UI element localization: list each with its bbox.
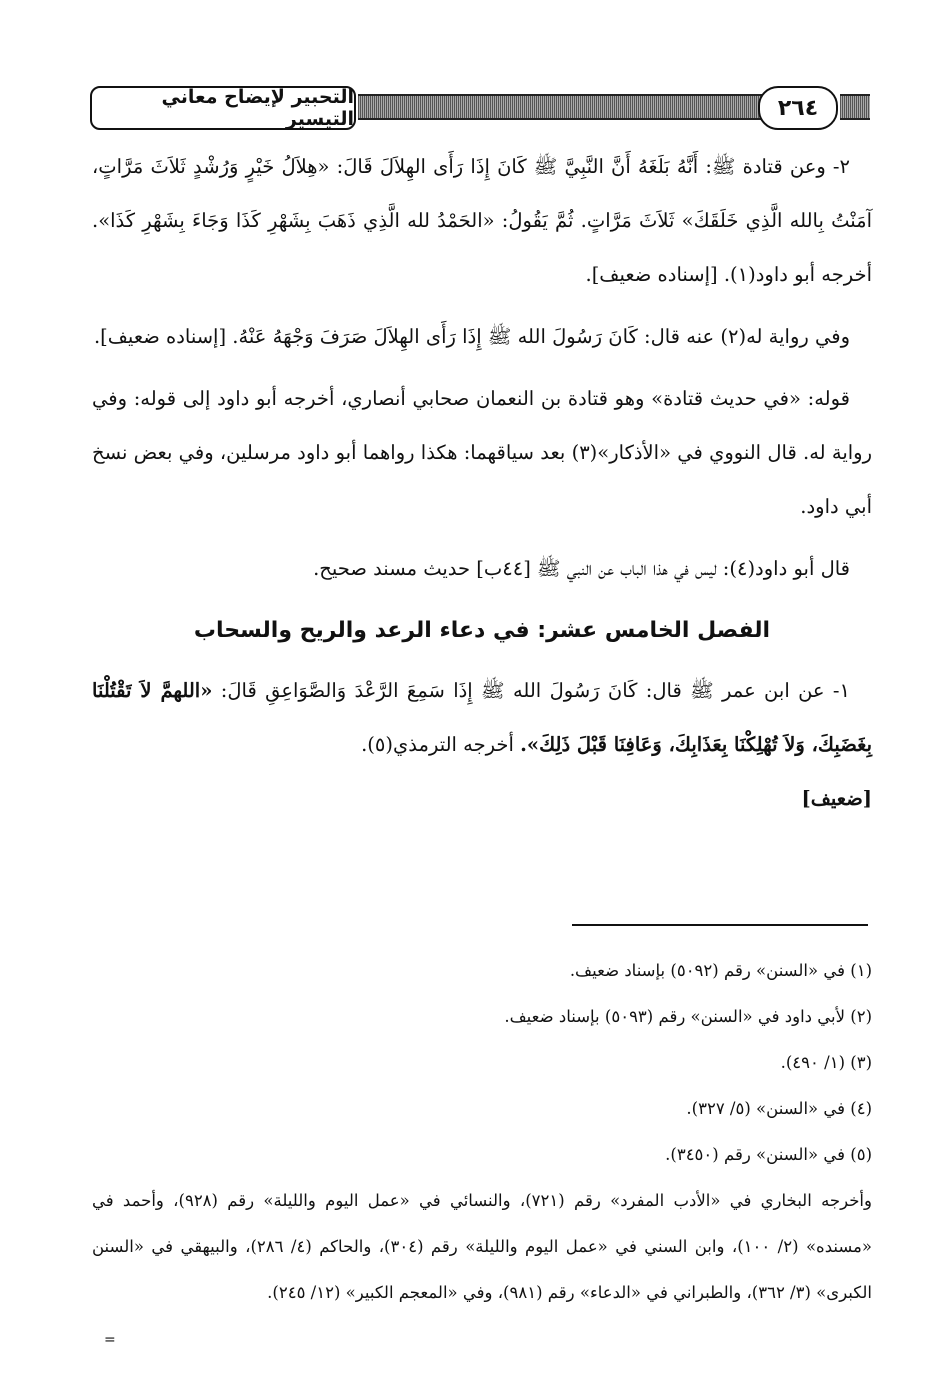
hadith-1-intro: ١- عن ابن عمر ﷺ قال: كَانَ رَسُولَ الله ﷺ إِذَا سَمِعَ الرَّعْدَ وَالصَّوَاعِقِ قَالَ:: [220, 679, 850, 702]
page-mark: =: [104, 1332, 116, 1348]
page-number: ٢٦٤: [758, 86, 838, 130]
abu-dawud-note: قال أبو داود(٤): ليس في هذا الباب عن النبي ﷺ [٤٤ب] حديث مسند صحيح.: [313, 557, 850, 580]
header-ornament-bar: [358, 94, 762, 120]
hadith-1-source: أخرجه الترمذي(٥).: [361, 733, 514, 756]
book-title: التحبير لإيضاح معاني التيسير: [90, 86, 356, 130]
commentary: قوله: «في حديث قتادة» وهو قتادة بن النعمان صحابي أنصاري، أخرجه أبو داود إلى قوله: وفي رواية له. قال النووي في «الأذكار»(٣) بعد سياقهما: هكذا رواهما أبو داود مرسلين، وفي بعض نسخ أبي داود.: [92, 387, 872, 518]
footnote-1: (١) في «السنن» رقم (٥٠٩٢) بإسناد ضعيف.: [569, 961, 872, 980]
footnote-3: (٣) (١/ ٤٩٠).: [780, 1053, 872, 1072]
header-ornament-bar-right: [840, 94, 870, 120]
page-header: [90, 86, 870, 130]
hadith-1: [92, 664, 872, 826]
hadith-2-variant: وفي رواية له(٢) عنه قال: كَانَ رَسُولَ الله ﷺ إِذَا رَأَى الهِلاَلَ صَرَفَ وَجْهَهُ عَنْهُ. [إسناده ضعيف].: [93, 325, 850, 348]
hadith-2: ٢- وعن قتادة ﷺ: أَنَّهُ بَلَغَهُ أَنَّ النَّبِيَّ ﷺ كَانَ إِذَا رَأَى الهِلاَلَ قَالَ: «هِلاَلُ خَيْرٍ وَرُشْدٍ ثَلاَثَ مَرَّاتٍ، آمَنْتُ بِالله الَّذِي خَلَقَكَ» ثَلاَثَ مَرَّاتٍ. ثُمَّ يَقُولُ: «الحَمْدُ لله الَّذِي ذَهَبَ بِشَهْرِ كَذَا وَجَاءَ بِشَهْرِ كَذَا». أخرجه أبو داود(١). [إسناده ضعيف].: [92, 155, 872, 286]
main-text: [92, 140, 872, 834]
footnote-separator: [572, 924, 868, 926]
section-title: الفصل الخامس عشر: في دعاء الرعد والريح والسحاب: [193, 618, 771, 643]
hadith-1-grade: [ضعيف]: [801, 787, 872, 810]
footnote-5-continuation: وأخرجه البخاري في «الأدب المفرد» رقم (٧٢١)، والنسائي في «عمل اليوم والليلة» رقم (٩٢٨)، وأحمد في «مسنده» (٢/ ١٠٠)، وابن السني في «عمل اليوم والليلة» رقم (٣٠٤)، والحاكم (٤/ ٢٨٦)، والبيهقي في «السنن الكبرى» (٣/ ٣٦٢)، والطبراني في «الدعاء» رقم (٩٨١)، وفي «المعجم الكبير» (١٢/ ٢٤٥).: [92, 1191, 872, 1302]
hadith-1-dua: «اللهمَّ لاَ تَقْتُلْنَا بِغَضَبِكَ، وَلاَ تُهْلِكْنَا بِعَذَابِكَ، وَعَافِنَا قَبْلَ ذَلِكَ».: [92, 679, 872, 756]
footnotes: [92, 948, 872, 1316]
footnote-2: (٢) لأبي داود في «السنن» رقم (٥٠٩٣) بإسناد ضعيف.: [504, 1007, 872, 1026]
footnote-5: (٥) في «السنن» رقم (٣٤٥٠).: [665, 1145, 872, 1164]
footnote-4: (٤) في «السنن» (٥/ ٣٢٧).: [686, 1099, 872, 1118]
